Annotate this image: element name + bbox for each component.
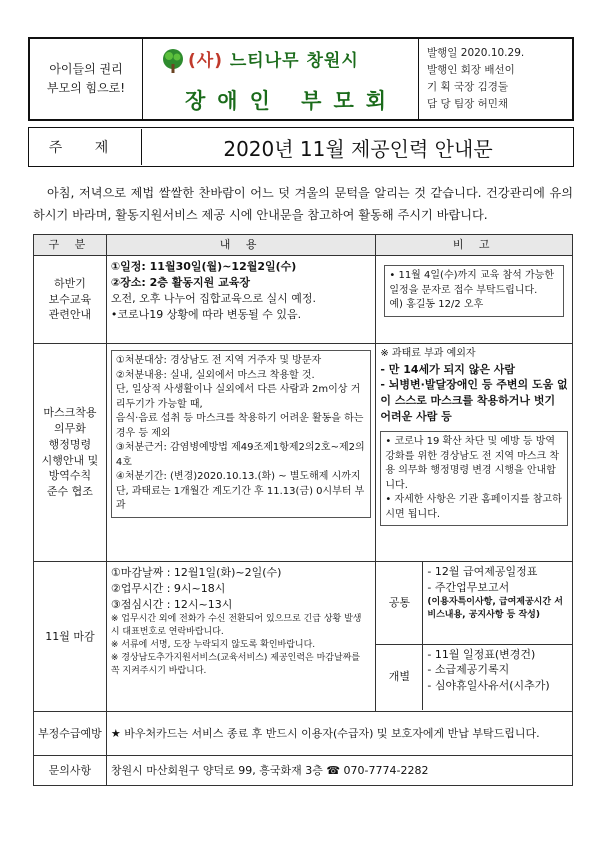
mask-line: 단, 과태료는 1개월간 계도기간 후 11.13(금) 0시부터 부과	[115, 485, 365, 511]
row-content-mask	[106, 344, 376, 562]
deadline-note: ※ 업무시간 외에 전화가 수신 전환되어 있으므로 긴급 상황 발생 시 대표번호로 연락바랍니다.	[110, 613, 362, 637]
row-content-training	[106, 256, 376, 344]
individual-doc-item: - 11월 일정표(변경건)	[427, 647, 536, 661]
header-category: 구 분	[34, 235, 107, 256]
deadline-note: ※ 경상남도추가지원서비스(교육서비스) 제공인력은 마감날짜를 꼭 지켜주시기 바랍니다.	[110, 652, 361, 676]
individual-label: 개별	[376, 644, 423, 710]
pub-manager: 담 당 팀장 허민채	[427, 98, 509, 110]
intro-paragraph: 아침, 저녁으로 제법 쌀쌀한 찬바람이 어느 덧 겨울의 문턱을 알리는 것 같습니다. 건강관리에 유의하시기 바라며, 활동지원서비스 제공 시에 안내문을 참고하여 활동해 주시기 바랍니다.	[33, 186, 573, 222]
mask-line: ③처분근거: 감염병예방법 제49조제1항제2의2호~제2의4호	[115, 442, 365, 468]
label-line: 하반기	[53, 276, 86, 290]
mask-line: 단, 일상적 사생활이나 실외에서 다른 사람과 2m이상 거리두기가 가능할 때,	[115, 384, 361, 410]
common-doc-item: - 12월 급여제공일정표	[427, 565, 538, 578]
org-name-line-1	[188, 46, 359, 71]
org-name-rest: 느티나무 창원시	[222, 51, 359, 71]
row-content-fraud: ★ 바우처카드는 서비스 종료 후 반드시 이용자(수급자) 및 보호자에게 반납 부탁드립니다.	[106, 712, 572, 756]
training-note-box	[384, 265, 564, 317]
row-label-training	[34, 256, 107, 344]
label-line: 준수 협조	[46, 485, 93, 499]
session-line: 오전, 오후 나누어 집합교육으로 실시 예정.	[110, 291, 316, 305]
label-line: 마스크착용	[43, 405, 97, 419]
row-remarks-deadline	[376, 562, 573, 712]
label-line: 행정명령	[48, 437, 92, 451]
covid-note-line: •코로나19 상황에 따라 변동될 수 있음.	[110, 307, 302, 321]
table-header-row	[34, 235, 573, 256]
row-label-deadline: 11월 마감	[34, 562, 107, 712]
deadline-note: ※ 서류에 서명, 도장 누락되지 않도록 확인바랍니다.	[110, 639, 316, 650]
label-line: 방역수칙	[48, 469, 92, 483]
deadline-line: ①마감날짜 : 12월1일(화)~2일(수)	[110, 566, 282, 579]
subject-label: 주 제	[30, 129, 142, 165]
common-docs-row	[376, 562, 572, 644]
document-title: 2020년 11월 제공인력 안내문	[223, 136, 493, 161]
table-row-fraud	[34, 712, 573, 756]
table-row-deadline	[34, 562, 573, 712]
mask-line: ④처분기간: (변경)2020.10.13.(화) ~ 별도해제 시까지	[115, 471, 361, 482]
mask-order-box	[111, 350, 372, 518]
common-label: 공통	[376, 562, 423, 644]
label-line: 시행안내 및	[41, 453, 99, 467]
exception-item: - 뇌병변·발달장애인 등 주변의 도움 없이 스스로 마스크를 착용하거나 벗기 어려운 사람 등	[380, 378, 568, 424]
org-name-line-2: 장애인 부모회	[185, 89, 399, 113]
row-content-contact: 창원시 마산회원구 양덕로 99, 흥국화재 3층 ☎ 070-7774-2282	[106, 756, 572, 786]
label-line: 관련안내	[48, 308, 92, 322]
tree-logo-icon	[160, 48, 186, 74]
publication-info	[418, 39, 572, 119]
header-remarks: 비 고	[376, 235, 573, 256]
row-label-fraud: 부정수급예방	[34, 712, 107, 756]
mask-remark-note: • 자세한 사항은 기관 홈페이지를 참고하시면 됩니다.	[385, 494, 562, 520]
training-example: 예) 홍길동 12/2 오후	[389, 299, 484, 310]
slogan-line-1: 아이들의 권리	[49, 62, 123, 76]
row-remarks-mask	[376, 344, 573, 562]
row-label-contact: 문의사항	[34, 756, 107, 786]
deadline-line: ②업무시간 : 9시~18시	[110, 581, 226, 595]
pub-date: 발행일 2020.10.29.	[427, 47, 525, 59]
table-row-contact	[34, 756, 573, 786]
individual-docs-row	[376, 644, 572, 710]
common-doc-detail: (이용자특이사항, 급여제공시간 서비스내용, 공지사항 등 작성)	[427, 596, 563, 620]
individual-doc-item: - 소급제공기록지	[427, 663, 510, 677]
row-content-deadline	[106, 562, 376, 712]
training-note: • 11월 4일(수)까지 교육 참석 가능한 일정을 문자로 접수 부탁드립니다.	[389, 270, 554, 296]
table-row-mask	[34, 344, 573, 562]
schedule-line: ①일정: 11월30일(월)~12월2일(수)	[110, 260, 297, 273]
individual-docs	[423, 644, 572, 710]
label-line: 보수교육	[48, 292, 92, 306]
mask-line: ②처분내용: 실내, 실외에서 마스크 착용할 것.	[115, 369, 315, 381]
row-remarks-training	[376, 256, 573, 344]
mask-remark-box	[380, 431, 568, 526]
mask-remark-note: • 코로나 19 확산 차단 및 예방 등 방역 강화를 위한 경상남도 전 지역 마스크 착용 의무화 행정명령 변경 시행을 안내합니다.	[385, 436, 560, 491]
label-line: 의무화	[53, 421, 86, 435]
slogan	[30, 39, 143, 119]
slogan-line-2: 부모의 힘으로!	[46, 81, 126, 95]
common-docs	[423, 562, 572, 644]
pub-planner: 기 획 국장 김경둘	[427, 81, 509, 93]
common-doc-item: - 주간업무보고서	[427, 580, 510, 594]
documents-subtable	[376, 562, 572, 710]
mask-line: ①처분대상: 경상남도 전 지역 거주자 및 방문자	[115, 355, 322, 366]
mask-line: 음식·음료 섭취 등 마스크를 착용하기 어려운 활동을 하는 경우 등 제외	[115, 413, 364, 439]
exception-item: - 만 14세가 되지 않은 사람	[380, 362, 516, 376]
individual-doc-item: - 심야휴일사유서(시추가)	[427, 679, 550, 693]
row-label-mask	[34, 344, 107, 562]
deadline-line: ③점심시간 : 12시~13시	[110, 597, 233, 611]
org-prefix: (사)	[188, 51, 223, 71]
info-table	[33, 234, 573, 786]
pub-publisher: 발행인 회장 배선이	[427, 64, 515, 76]
exception-title: ※ 과태료 부과 예외자	[380, 348, 476, 359]
header-content: 내 용	[106, 235, 376, 256]
table-row-training	[34, 256, 573, 344]
location-line: ②장소: 2층 활동지원 교육장	[110, 275, 250, 289]
